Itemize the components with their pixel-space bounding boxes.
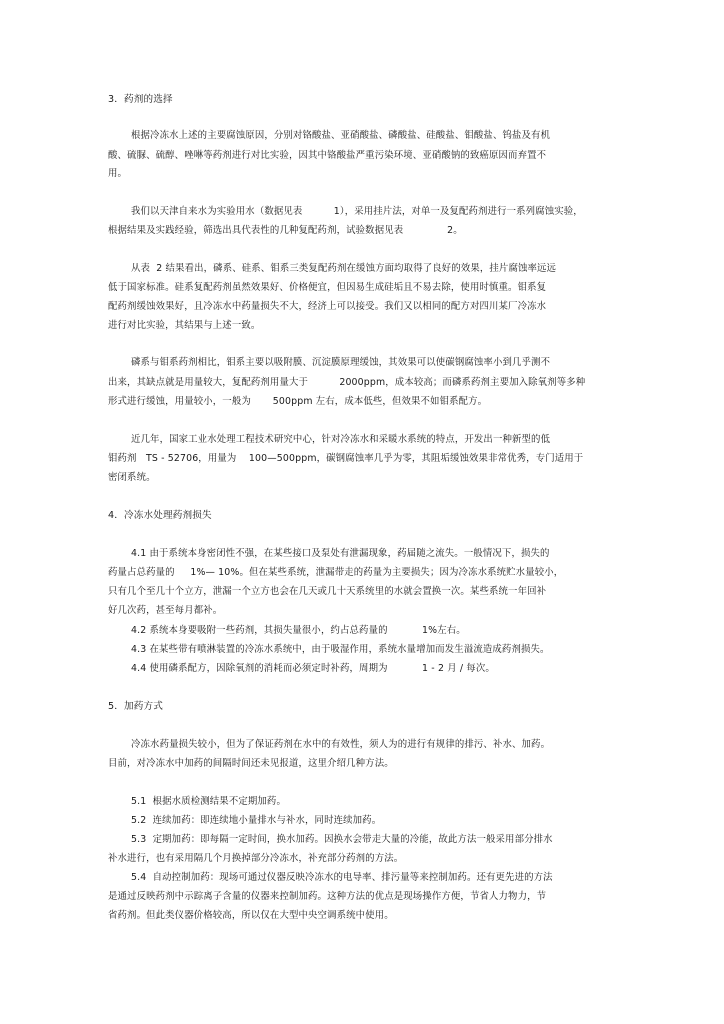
section-4-p1-line-4: 好几次药，甚至每月都补。	[108, 605, 223, 616]
section-5-p4-line-1: 5.3 定期加药：即每隔一定时间，换水加药。因换水会带走大量的冷能，故此方法一般采用部分排水	[131, 834, 553, 845]
section-5-p3: 5.2 连续加药：即连续地小量排水与补水，同时连续加药。	[131, 815, 382, 826]
section-5-p5-line-3: 省药剂。但此类仪器价格较高，所以仅在大型中央空调系统中使用。	[108, 910, 394, 921]
section-5-p4-line-2: 补水进行，也有采用隔几个月换掉部分冷冻水，补充部分药剂的方法。	[108, 853, 404, 864]
section-3-p3-line-3: 配药剂缓蚀效果好，且冷冻水中药量损失不大，经济上可以接受。我们又以相同的配方对四川某厂冷冻水	[108, 301, 547, 312]
section-3-p2-line-1: 我们以天津自来水为实验用水（数据见表 1），采用挂片法，对单一及复配药剂进行一系列腐蚀实验，	[131, 206, 583, 217]
section-5-p5-line-1: 5.4 自动控制加药：现场可通过仪器反映冷冻水的电导率、排污量等来控制加药。还有更先进的方法	[131, 872, 553, 883]
section-3-p1-line-1: 根据冷冻水上述的主要腐蚀原因，分别对铬酸盐、亚硝酸盐、磷酸盐、硅酸盐、钼酸盐、钨盐及有机	[131, 130, 551, 141]
section-3-p4-line-2: 出来，其缺点就是用量较大，复配药剂用量大于 2000ppm，成本较高；而磷系药剂主要加入除氧剂等多种	[108, 377, 586, 388]
section-3-p4-line-1: 磷系与钼系药剂相比，钼系主要以吸附膜、沉淀膜原理缓蚀，其效果可以使碳钢腐蚀率小到几乎测不	[131, 357, 551, 368]
section-3-p4-line-3: 形式进行缓蚀，用量较小，一般为 500ppm 左右，成本低些，但效果不如钼系配方。	[108, 396, 488, 407]
section-4-p3: 4.3 在某些带有喷淋装置的冷冻水系统中，由于吸湿作用，系统水量增加而发生溢流造成药剂损失。	[131, 644, 550, 655]
section-3-p2-line-2: 根据结果及实践经验，筛选出具代表性的几种复配药剂，试验数据见表 2。	[108, 225, 463, 236]
section-4-p4: 4.4 使用磷系配方，因除氧剂的消耗而必须定时补药，周期为 1 - 2 月 / 每次。	[131, 663, 495, 674]
section-5-p2: 5.1 根据水质检测结果不定期加药。	[131, 796, 286, 807]
section-5-p5-line-2: 是通过反映药剂中示踪离子含量的仪器来控制加药。这种方法的优点是现场操作方便，节省人力物力，节	[108, 891, 547, 902]
section-3-p1-line-2: 酸、硫脲、硫醇、唑啉等药剂进行对比实验，因其中铬酸盐严重污染环境、亚硝酸钠的致癌原因而弃置不	[108, 150, 547, 161]
section-5-heading: 5．加药方式	[108, 701, 163, 712]
section-3-p3-line-4: 进行对比实验，其结果与上述一致。	[108, 320, 261, 331]
section-3-p3-line-1: 从表 2 结果看出，磷系、硅系、钼系三类复配药剂在缓蚀方面均取得了良好的效果，挂片腐蚀率远远	[131, 263, 557, 274]
section-4-heading: 4．冷冻水处理药剂损失	[108, 510, 212, 521]
section-3-p5-line-2: 钼药剂 TS - 52706，用量为 100—500ppm，碳钢腐蚀率几乎为零，其阻垢缓蚀效果非常优秀，专门适用于	[108, 453, 584, 464]
section-4-p2: 4.2 系统本身要吸附一些药剂，其损失量很小，约占总药量的 1%左右。	[131, 625, 466, 636]
section-4-p1-line-1: 4.1 由于系统本身密闭性不强，在某些接口及泵处有泄漏现象，药届随之流失。一般情况下，损失的	[131, 548, 550, 559]
section-5-p1-line-2: 目前，对冷冻水中加药的间隔时间还未见报道，这里介绍几种方法。	[108, 758, 394, 769]
section-3-p1-line-3: 用。	[108, 168, 128, 179]
section-3-p5-line-1: 近几年，国家工业水处理工程技术研究中心，针对冷冻水和采暖水系统的特点，开发出一种新型的低	[131, 434, 551, 445]
section-4-p1-line-3: 只有几个至几十个立方，泄漏一个立方也会在几天或几十天系统里的水就会置换一次。某些系统一年回补	[108, 586, 547, 597]
section-4-p1-line-2: 药量占总药量的 1%— 10%。但在某些系统，泄漏带走的药量为主要损失；因为冷冻水系统贮水量较小，	[108, 567, 564, 578]
section-3-p3-line-2: 低于国家标准。硅系复配药剂虽然效果好、价格便宜，但因易生成硅垢且不易去除，使用时慎重。钼系复	[108, 282, 547, 293]
section-3-p5-line-3: 密闭系统。	[108, 472, 156, 483]
section-5-p1-line-1: 冷冻水药量损失较小，但为了保证药剂在水中的有效性，须人为的进行有规律的排污、补水、加药。	[131, 739, 551, 750]
section-3-heading: 3．药剂的选择	[108, 94, 173, 105]
